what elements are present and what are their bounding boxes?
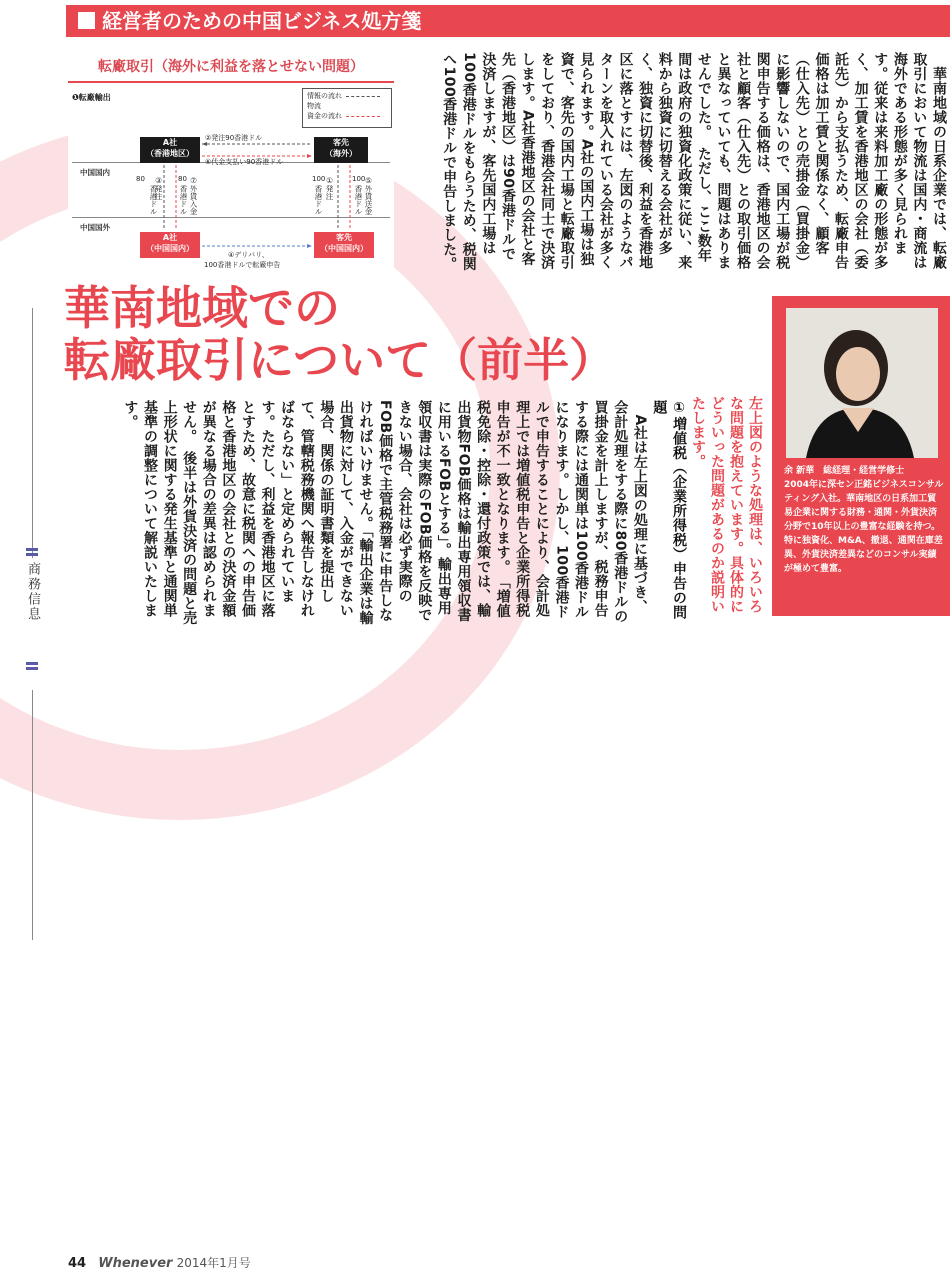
footer [68, 1254, 251, 1271]
side-rule-top [32, 308, 33, 558]
flow-2-label: ②発注90香港ドル [205, 134, 263, 142]
flow-1-label: ①発注 [325, 176, 334, 200]
flow-3-currency: 香港ドル [149, 185, 158, 215]
flow-5-amount: 100 [352, 175, 366, 183]
arrow-4-head [307, 244, 312, 248]
author-profile [772, 296, 950, 616]
flow-4b-label: 100香港ドルで転廠申告 [204, 261, 281, 269]
author-text [784, 464, 944, 576]
magazine-name: Whenever [98, 1256, 173, 1271]
flow-7-label: ⑦外貨入金 [189, 176, 198, 215]
legend-money: 資金の流れ [307, 112, 342, 120]
flow-7-currency: 香港ドル [179, 185, 188, 215]
article-intro [402, 52, 948, 274]
flow-4a-label: ④デリバリ、 [228, 251, 269, 259]
side-marker-top [26, 548, 38, 551]
side-marker-bottom-2 [26, 667, 38, 670]
section-1 [62, 400, 688, 628]
region-foreign-label: 中国国外 [80, 223, 110, 232]
legend-goods: 物流 [307, 102, 321, 110]
box-a-hk: A社 （香港地区） [140, 137, 200, 163]
box-customer-cn: 客先 （中国国内） [314, 232, 374, 258]
region-domestic-label: 中国国内 [80, 168, 110, 177]
header-square-icon [78, 12, 95, 29]
side-marker-top-2 [26, 553, 38, 556]
author-name: 余 新華 総経理・経営学修士 [784, 466, 905, 476]
arrow-6-head [307, 154, 312, 158]
header-title: 経営者のための中国ビジネス処方箋 [102, 9, 422, 33]
flow-1-amount: 100 [312, 175, 326, 183]
flow-6-label: ⑥代金支払い90香港ドル [205, 158, 284, 166]
flow-3-label: ③発注 [154, 176, 163, 200]
box-customer-foreign: 客先 （海外） [314, 137, 368, 163]
side-rule-bottom [32, 690, 33, 940]
side-marker-bottom [26, 662, 38, 665]
section-1-heading: ①増値税（企業所得税）申告の問題 [651, 400, 687, 620]
issue-date: 2014年1月号 [176, 1256, 251, 1270]
question-text: 左上図のような処理は、いろいろな問題を抱えています。具体的にどういった問題があるのか説明いたします。 [690, 396, 763, 614]
flow-5-currency: 香港ドル [354, 185, 363, 215]
section-1-text: A社は左上図の処理に基づき、会計処理をする際に80香港ドルの買掛金を計上しますが、税務申告する際には通関単は100香港ドルになります。しかし、100香港ドルで申告することにより、会計処理上では増値税申告と企業所得税申告が不一致となります。 「増値税免除・控除・還付政策では、輸出貨物FOB価格は輸出専用領収書に用いるFOBとする」。輸出専用領収書は実際のFOB価格を反映できない場合、会社は必ず実際のFOB価格で主管税務署に申告しなければいけません。「輸出企業は輸出貨物に対して、入金ができない場合、関係の証明書類を提出して、管轄税務機関へ報告しなければならない」と定められています。ただし、利益を香港地区に落とすため、故意に税関への申告価格と香港地区の会社との決済金額が異なる場合の差異は認められません。 後半は外貨決済の問題と売上形状に関する発生基準と通関単基準の調整について解説いたします。 [122, 400, 648, 625]
header-band [66, 5, 950, 37]
article-intro-text: 華南地域の日系企業では、転廠取引において物流は国内・商流は海外である形態が多く見られます。従来は来料加工廠の形態が多く、加工賃を香港地区の会社（委託先）から支払うため、転廠申告価格は加工賃と関係なく、顧客（仕入先）との売掛金（買掛金）に影響しないので、国内工場が税関申告する価格は、香港地区の会社と顧客（仕入先）との取引価格と異なっていても、問題はありませんでした。 ただし、ここ数年間は政府の独資化政策に従い、来料から独資に切替える会社が多く、独資に切替後、利益を香港地区に落とすには、左図のようなパターンを取入れている会社が多く見られます。A社の国内工場は独資で、客先の国内工場と転廠取引をしており、香港会社同士で決済します。A社香港地区の会社と客先（香港地区）は90香港ドルで決済しますが、客先国内工場は100香港ドルをもらうため、税関へ100香港ドルで申告しました。 [441, 52, 947, 272]
box-a-cn: A社 （中国国内） [140, 232, 200, 258]
flow-1-currency: 香港ドル [314, 185, 323, 215]
author-bio: 2004年に深セン正銘ビジネスコンサルティング入社。華南地区の日系加工貿易企業に関する財務・通関・外貨決済分野で10年以上の豊富な経験を持つ。特に独資化、M&A、撤退、通関在庫差異、外貨決済差異などのコンサル実績が極めて豊富。 [784, 480, 944, 574]
transaction-diagram [68, 55, 394, 275]
question-callout [690, 396, 764, 622]
headline-line2: 転廠取引について（前半） [64, 333, 616, 387]
legend-info: 情報の流れ [307, 92, 342, 100]
author-portrait-icon [786, 308, 938, 458]
side-label: 商務信息 [25, 562, 40, 622]
flow-7-amount: 80 [178, 175, 187, 183]
flow-5-label: ⑤外貨送金 [364, 176, 373, 215]
page-number: 44 [68, 1256, 87, 1271]
author-photo [786, 308, 938, 458]
flow-3-amount: 80 [136, 175, 145, 183]
headline-line1: 華南地域での [64, 281, 340, 335]
headline [64, 282, 615, 386]
diagram-subtitle: ❶転廠輸出 [72, 93, 111, 102]
diagram-title: 転廠取引（海外に利益を落とせない問題） [98, 59, 364, 75]
